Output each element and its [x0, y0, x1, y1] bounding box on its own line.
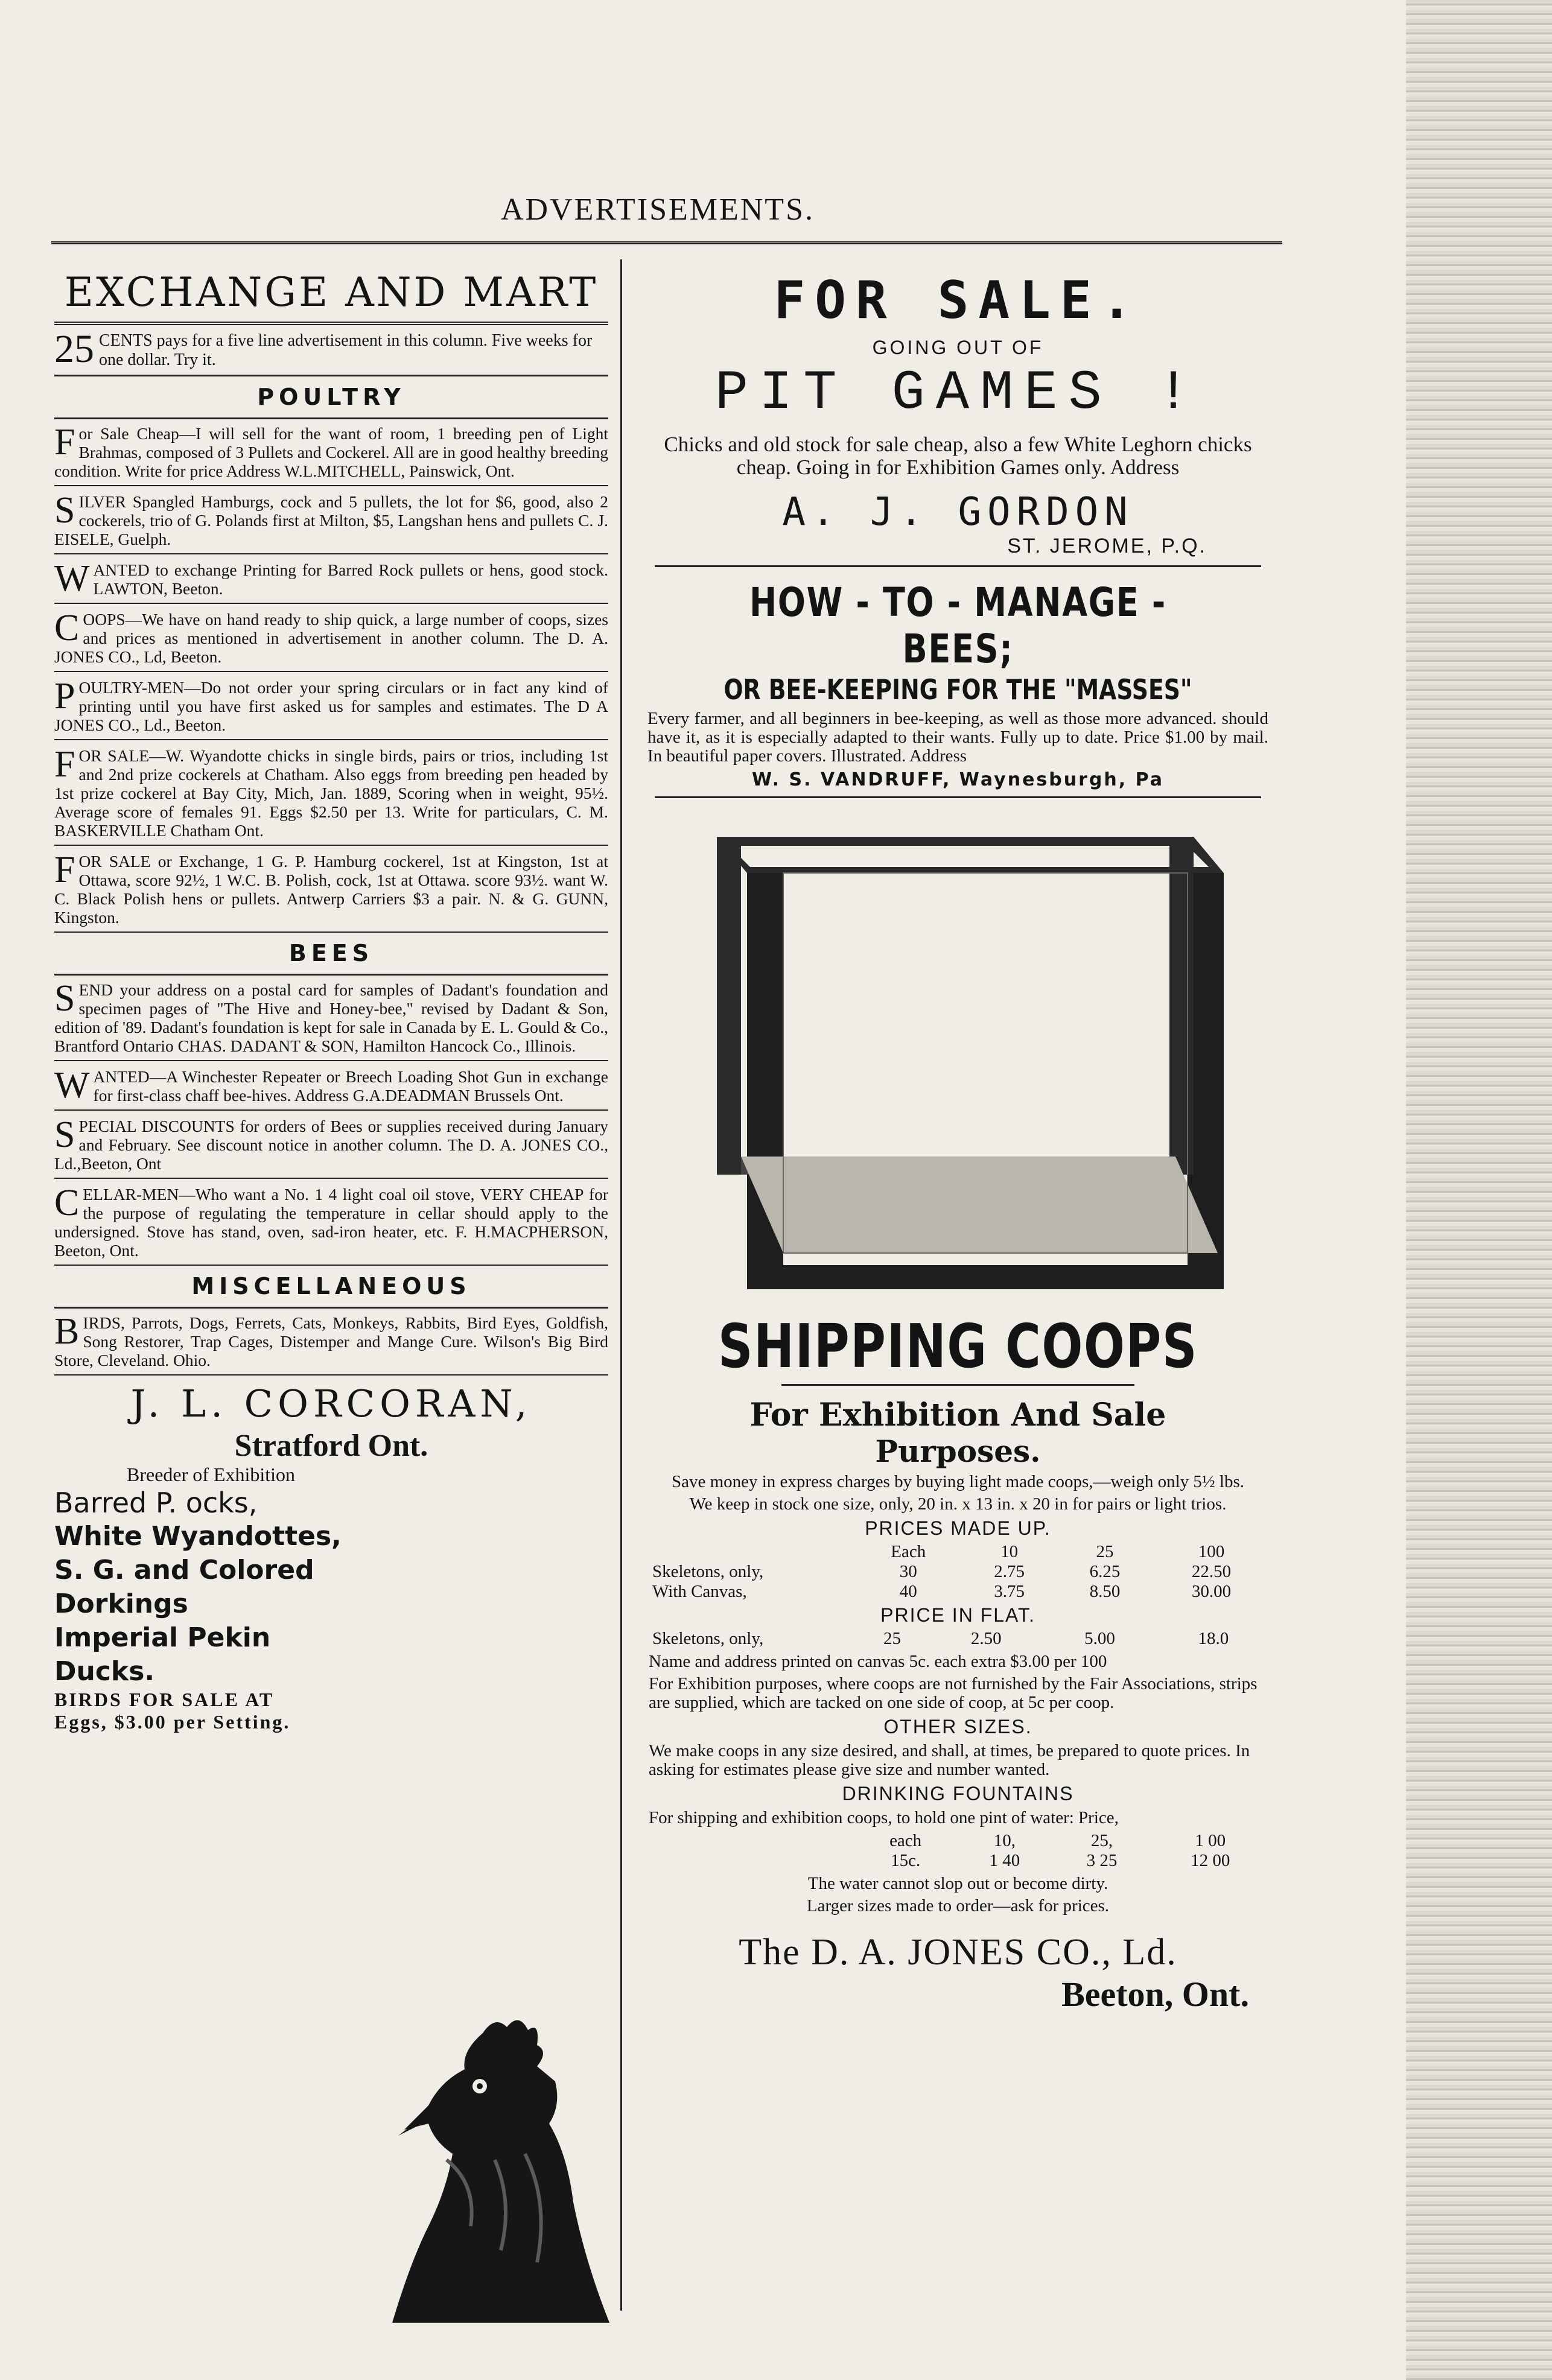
drinking-fountains-heading: DRINKING FOUNTAINS — [842, 1783, 1074, 1804]
purposes-heading: Purposes. — [875, 1433, 1041, 1469]
breed-line: Barred P. ocks, — [54, 1487, 258, 1519]
drop-cap: S — [54, 490, 75, 531]
table-cell: With Canvas, — [652, 1582, 747, 1601]
name-address-text: Name and address printed on canvas 5c. each extra $3.00 per 100 — [649, 1652, 1107, 1671]
ad-text: OR SALE—W. Wyandotte chicks in single birds, pairs or trios, including 1st and 2nd prize cockerels at Chatham. Also eggs from breeding pen headed by 1st prize cockerel at Bay City, Mich, Jan. 1889, Scoring when in weight, 95½. Average score of females 91. Eggs $2.50 per 13. Write for particulars, C. M. BASKERVILLE Chatham Ont. — [54, 746, 608, 840]
how-to-manage-bees-heading: HOW - TO - MANAGE - BEES; — [749, 579, 1166, 672]
exhibition-purposes-text: For Exhibition purposes, where coops are not furnished by the Fair Associations, strips are supplied, which are tacked on one side of coop, at 5c per coop. — [649, 1674, 1258, 1712]
gordon-name: A. J. GORDON — [782, 490, 1134, 535]
table-row — [649, 1562, 1270, 1582]
left-column — [54, 259, 608, 1733]
page-title: ADVERTISEMENTS. — [501, 192, 815, 227]
ad-text: ILVER Spangled Hamburgs, cock and 5 pullets, the lot for $6, good, also 2 cockerels, trio of G. Polands first at Milton, $5, Langshan hens and pullets C. J. EISELE, Guelph. — [54, 492, 608, 548]
table-cell: 25 — [883, 1629, 902, 1648]
drop-cap: F — [54, 849, 75, 890]
corcoran-name: J. L. CORCORAN, — [130, 1382, 532, 1426]
classified-ad — [54, 610, 608, 672]
table-header-row — [649, 1542, 1270, 1562]
top-rule — [51, 241, 1282, 244]
ad-text: OOPS—We have on hand ready to ship quick, a large number of coops, sizes and prices as mentioned in advertisement in another column. The D. A. JONES CO., Ld, Beeton. — [54, 610, 608, 666]
classified-ad — [54, 1067, 608, 1111]
table-cell: 3.75 — [994, 1582, 1025, 1601]
pit-games-body: Chicks and old stock for sale cheap, also a few White Leghorn chicks cheap. Going in for Exhibition Games only. Address — [664, 433, 1252, 479]
divider — [54, 974, 608, 976]
table-cell: 25, — [1090, 1831, 1113, 1850]
table-cell: 8.50 — [1089, 1582, 1121, 1601]
divider — [54, 1307, 608, 1309]
corcoran-place: Stratford Ont. — [234, 1429, 428, 1463]
column-divider — [620, 259, 622, 2311]
classified-ad — [54, 1182, 608, 1266]
table-cell: 10, — [993, 1831, 1016, 1850]
table-cell: 100 — [1198, 1542, 1225, 1561]
ad-text: ANTED—A Winchester Repeater or Breech Loading Shot Gun in exchange for first-class chaff bee-hives. Address G.A.DEADMAN Brussels Ont. — [93, 1067, 608, 1105]
table-cell — [649, 1851, 855, 1871]
drop-cap: P — [54, 676, 75, 717]
table-cell: 22.50 — [1191, 1562, 1232, 1581]
table-cell: 15c. — [891, 1851, 921, 1870]
save-money-text: Save money in express charges by buying light made coops,—weigh only 5½ lbs. — [671, 1472, 1245, 1491]
corcoran-breeds — [54, 1486, 368, 1689]
drop-cap: W — [54, 558, 90, 599]
other-sizes-heading: OTHER SIZES. — [883, 1716, 1032, 1737]
drop-cap: S — [54, 978, 75, 1019]
table-row — [649, 1851, 1270, 1871]
table-cell: 3 25 — [1086, 1851, 1118, 1870]
ad-text: PECIAL DISCOUNTS for orders of Bees or supplies received during January and February. See discount notice in another column. The D. A. JONES CO., Ld.,Beeton, Ont — [54, 1117, 608, 1173]
table-cell: 1 40 — [989, 1851, 1020, 1870]
table-row — [649, 1629, 1270, 1649]
table-cell: 30 — [899, 1562, 917, 1581]
drop-cap: S — [54, 1114, 75, 1155]
keep-in-stock-text: We keep in stock one size, only, 20 in. x 13 in. x 20 in for pairs or light trios. — [689, 1494, 1227, 1514]
classified-ad — [54, 1313, 608, 1376]
ad-text: ELLAR-MEN—Who want a No. 1 4 light coal oil stove, VERY CHEAP for the purpose of regulating the temperature in cellar should apply to the undersigned. Stove has stand, oven, sad-iron heater, etc. F. H.MACPHERSON, Beeton, Ont. — [54, 1185, 608, 1260]
corcoran-birds-sale: BIRDS FOR SALE AT — [54, 1689, 275, 1710]
table-cell: 6.25 — [1089, 1562, 1121, 1581]
fountain-price-table — [649, 1831, 1270, 1871]
bees-book-body: Every farmer, and all beginners in bee-keeping, as well as those more advanced. should have it, as it is especially adapted to their wants. Fully up to date. Price $1.00 by mail. In beautiful paper covers. Illustrated. Address — [647, 709, 1268, 766]
exchange-title: EXCHANGE AND MART — [64, 269, 599, 316]
divider — [54, 322, 608, 325]
table-cell: 30.00 — [1191, 1582, 1232, 1601]
corcoran-breeder: Breeder of Exhibition — [127, 1464, 296, 1485]
table-cell — [649, 1542, 855, 1562]
classified-ad — [54, 560, 608, 604]
poultry-ads — [54, 424, 608, 933]
divider — [54, 417, 608, 419]
page-edge-decoration — [1406, 0, 1552, 2380]
table-cell: Each — [891, 1542, 926, 1561]
table-cell: 2.50 — [970, 1629, 1002, 1648]
vandruff-address: W. S. VANDRUFF, Waynesburgh, Pa — [752, 769, 1164, 790]
larger-sizes-text: Larger sizes made to order—ask for prices. — [806, 1896, 1110, 1915]
prices-table — [649, 1542, 1270, 1602]
shipping-coops-heading: SHIPPING COOPS — [717, 1311, 1198, 1382]
drop-cap: C — [54, 608, 80, 649]
misc-heading: MISCELLANEOUS — [191, 1273, 471, 1299]
ad-text: END your address on a postal card for samples of Dadant's foundation and specimen pages of "The Hive and Honey-bee," revised by Dadant & Son, edition of '89. Dadant's foundation is kept for sale in Canada by E. L. Gould & Co., Brantford Ontario CHAS. DADANT & SON, Hamilton Hancock Co., Illinois. — [54, 980, 609, 1055]
classified-ad — [54, 980, 608, 1061]
classified-ad — [54, 746, 608, 846]
divider — [54, 375, 608, 376]
table-cell: 1 00 — [1195, 1831, 1226, 1850]
breed-line: Imperial Pekin Ducks. — [54, 1622, 271, 1687]
drop-cap: C — [54, 1182, 80, 1223]
for-sale-heading: FOR SALE. — [774, 270, 1142, 331]
jones-location: Beeton, Ont. — [1061, 1975, 1249, 2014]
gordon-place: ST. JEROME, P.Q. — [1007, 535, 1207, 557]
drop-cap: B — [54, 1311, 80, 1352]
exchange-intro — [54, 327, 608, 371]
table-cell: Skeletons, only, — [652, 1562, 764, 1581]
table-cell: each — [889, 1831, 922, 1850]
prices-made-up-heading: PRICES MADE UP. — [865, 1517, 1051, 1539]
classified-ad — [54, 678, 608, 740]
table-cell: 2.75 — [994, 1562, 1025, 1581]
table-cell: Skeletons, only, — [652, 1629, 764, 1648]
poultry-heading: POULTRY — [257, 384, 405, 410]
classified-ad — [54, 424, 608, 486]
drinking-fountains-text: For shipping and exhibition coops, to hold one pint of water: Price, — [649, 1808, 1119, 1827]
table-cell: 12 00 — [1191, 1851, 1230, 1870]
flat-price-table — [649, 1629, 1270, 1649]
ad-text: OR SALE or Exchange, 1 G. P. Hamburg cockerel, 1st at Kingston, 1st at Ottawa, score 92½, 1 W.C. B. Polish, cock, 1st at Ottawa. score 93½. want W. C. Black Polish hens or pullets. Antwerp Carriers $3 a pair. N. & G. GUNN, Kingston. — [54, 852, 608, 927]
intro-text: CENTS pays for a five line advertisement in this column. Five weeks for one dollar. Try it. — [99, 331, 593, 369]
drop-cap: F — [54, 422, 75, 463]
breed-line: S. G. and Colored Dorkings — [54, 1555, 314, 1619]
classified-ad — [54, 849, 608, 933]
table-cell: 25 — [1096, 1542, 1114, 1561]
bee-keeping-subheading: OR BEE-KEEPING FOR THE "MASSES" — [724, 673, 1192, 706]
right-column — [637, 259, 1279, 2014]
table-cell: 18.0 — [1198, 1629, 1229, 1648]
jones-company-name: The D. A. JONES CO., Ld. — [739, 1932, 1177, 1973]
classified-ad — [54, 492, 608, 554]
going-out-of: GOING OUT OF — [872, 337, 1044, 358]
water-slop-text: The water cannot slop out or become dirty. — [807, 1874, 1108, 1893]
table-row — [649, 1582, 1270, 1602]
drop-cap: F — [54, 744, 75, 785]
classified-ad — [54, 1114, 608, 1179]
pit-games-heading: PIT GAMES ! — [714, 361, 1201, 425]
rooster-illustration — [356, 2009, 609, 2323]
divider — [781, 1384, 1134, 1386]
shipping-coop-illustration — [675, 819, 1242, 1301]
intro-price: 25 — [54, 327, 94, 371]
table-cell — [649, 1831, 855, 1851]
table-cell: 10 — [1000, 1542, 1019, 1561]
ad-text: ANTED to exchange Printing for Barred Rock pullets or hens, good stock. LAWTON, Beeton. — [93, 560, 608, 598]
bees-ads — [54, 980, 608, 1266]
ad-text: IRDS, Parrots, Dogs, Ferrets, Cats, Monkeys, Rabbits, Bird Eyes, Goldfish, Song Restorer, Trap Cages, Distemper and Mange Cure. Wilson's Big Bird Store, Cleveland. Ohio. — [54, 1313, 608, 1369]
breed-line: White Wyandottes, — [54, 1521, 342, 1552]
divider — [655, 565, 1261, 567]
other-sizes-text: We make coops in any size desired, and shall, at times, be prepared to quote prices. In asking for estimates please give size and number wanted. — [649, 1741, 1250, 1779]
ad-text: OULTRY-MEN—Do not order your spring circulars or in fact any kind of printing until you have first asked us for samples and estimates. The D A JONES CO., Ld., Beeton. — [54, 678, 608, 734]
corcoran-eggs: Eggs, $3.00 per Setting. — [54, 1711, 291, 1733]
ad-text: or Sale Cheap—I will sell for the want of room, 1 breeding pen of Light Brahmas, composed of 3 Pullets and Cockerel. All are in good healthy breeding condition. Write for price Address W.L.MITCHELL, Painswick, Ont. — [54, 424, 608, 480]
price-in-flat-heading: PRICE IN FLAT. — [880, 1604, 1035, 1626]
for-exhibition-heading: For Exhibition And Sale — [749, 1397, 1166, 1433]
table-cell: 40 — [899, 1582, 917, 1601]
drop-cap: W — [54, 1065, 90, 1106]
divider — [655, 796, 1261, 798]
table-cell: 5.00 — [1084, 1629, 1115, 1648]
bees-heading: BEES — [288, 940, 374, 966]
table-row — [649, 1831, 1270, 1851]
